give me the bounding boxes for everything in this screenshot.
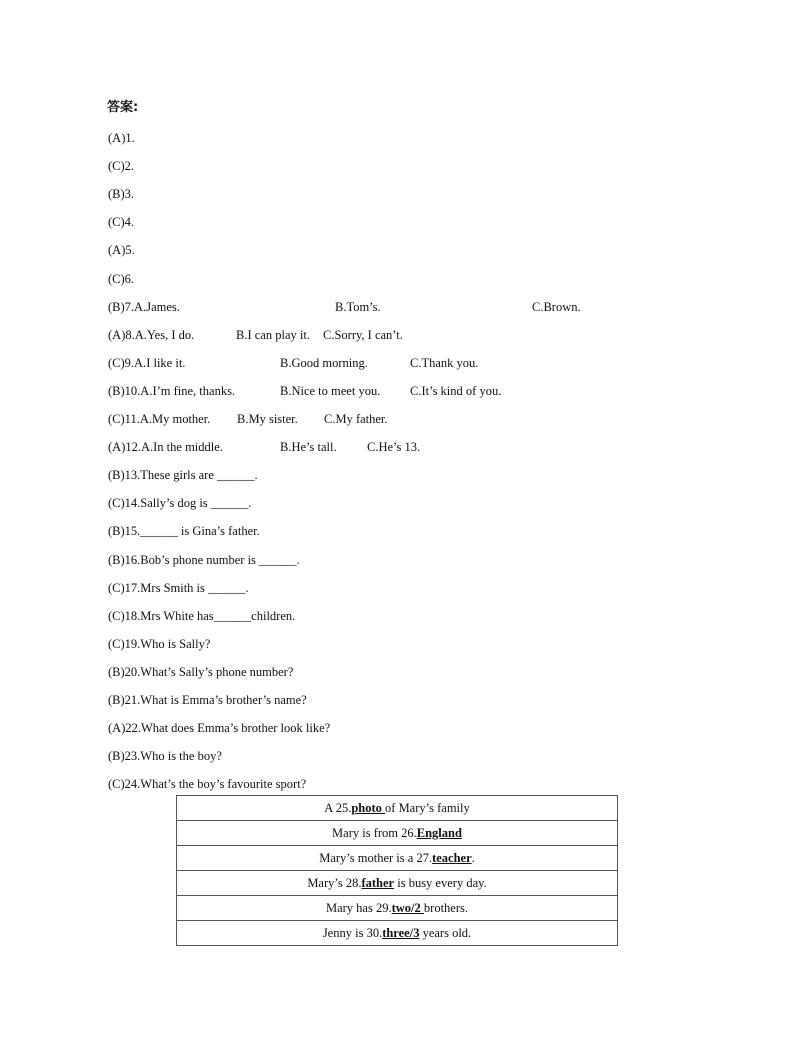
question-line — [108, 411, 210, 427]
cell-prefix: A 25. — [324, 800, 352, 815]
filled-answer: photo — [351, 800, 386, 815]
table-cell — [177, 846, 618, 871]
question-text: Bob’s phone number is ______. — [140, 553, 300, 567]
question-line — [108, 580, 249, 596]
question-number: (A)22. — [108, 721, 141, 735]
table-cell — [177, 821, 618, 846]
option-b: B.My sister. — [237, 412, 298, 426]
question-line — [108, 776, 306, 792]
question-number: (B)10. — [108, 384, 141, 398]
cell-prefix: Mary’s mother is a 27. — [319, 850, 433, 865]
question-line — [108, 271, 134, 287]
option-b: B.He’s tall. — [280, 440, 337, 454]
option-a: A.James. — [134, 300, 180, 314]
question-line — [108, 467, 258, 483]
question-line — [108, 552, 300, 568]
question-text: What’s the boy’s favourite sport? — [140, 777, 307, 791]
option-b: B.Good morning. — [280, 356, 368, 370]
option-a: A.I like it. — [134, 356, 186, 370]
cell-suffix: years old. — [419, 925, 472, 940]
question-line — [108, 299, 180, 315]
option-c: C.Brown. — [532, 300, 581, 314]
option-b: B.Nice to meet you. — [280, 384, 381, 398]
question-line — [108, 214, 134, 230]
question-text: What does Emma’s brother look like? — [140, 721, 331, 735]
question-number: (B)13. — [108, 468, 141, 482]
question-line — [108, 720, 330, 736]
question-number: (A)5. — [108, 243, 135, 257]
question-line — [108, 186, 134, 202]
filled-answer: teacher — [432, 850, 472, 865]
question-number: (A)12. — [108, 440, 141, 454]
option-c: C.It’s kind of you. — [410, 384, 502, 398]
table-row — [177, 821, 618, 846]
question-text: Sally’s dog is ______. — [140, 496, 252, 510]
question-text: Mrs Smith is ______. — [140, 581, 249, 595]
option-a: A.My mother. — [139, 412, 211, 426]
question-text: Who is Sally? — [140, 637, 211, 651]
question-number: (C)17. — [108, 581, 141, 595]
question-number: (C)11. — [108, 412, 140, 426]
question-number: (C)18. — [108, 609, 141, 623]
question-number: (B)21. — [108, 693, 141, 707]
cell-suffix: of Mary’s family — [385, 800, 470, 815]
option-c: C.Sorry, I can’t. — [323, 328, 403, 342]
option-b: B.I can play it. — [236, 328, 310, 342]
table-row — [177, 871, 618, 896]
question-text: ______ is Gina’s father. — [140, 524, 260, 538]
question-line — [108, 523, 260, 539]
table-row — [177, 896, 618, 921]
question-line — [108, 383, 235, 399]
question-line — [108, 495, 251, 511]
question-number: (B)3. — [108, 187, 135, 201]
question-line — [108, 664, 293, 680]
question-line — [108, 748, 222, 764]
question-number: (B)23. — [108, 749, 141, 763]
table-row — [177, 796, 618, 821]
option-b: B.Tom’s. — [335, 300, 381, 314]
table-row — [177, 921, 618, 946]
filled-answer: England — [416, 825, 462, 840]
question-number: (C)14. — [108, 496, 141, 510]
option-a: A.In the middle. — [140, 440, 223, 454]
question-number: (A)8. — [108, 328, 135, 342]
filled-answer: father — [361, 875, 395, 890]
question-number: (B)15. — [108, 524, 141, 538]
question-number: (C)9. — [108, 356, 135, 370]
question-text: Who is the boy? — [140, 749, 222, 763]
table-cell — [177, 896, 618, 921]
question-number: (B)20. — [108, 665, 141, 679]
question-number: (C)2. — [108, 159, 135, 173]
cell-prefix: Mary has 29. — [325, 900, 392, 915]
cell-suffix: brothers. — [423, 900, 468, 915]
question-line — [108, 327, 194, 343]
cell-suffix: . — [471, 850, 475, 865]
filled-answer: two/2 — [391, 900, 424, 915]
option-c: C.He’s 13. — [367, 440, 421, 454]
question-text: What is Emma’s brother’s name? — [140, 693, 307, 707]
cell-prefix: Mary is from 26. — [332, 825, 417, 840]
question-number: (C)6. — [108, 272, 135, 286]
cell-suffix: is busy every day. — [394, 875, 487, 890]
table-row — [177, 846, 618, 871]
question-number: (B)7. — [108, 300, 135, 314]
question-text: These girls are ______. — [140, 468, 258, 482]
answer-heading: 答案: — [107, 100, 139, 115]
option-a: A.Yes, I do. — [134, 328, 195, 342]
question-line — [108, 130, 135, 146]
question-text: Mrs White has______children. — [140, 609, 296, 623]
question-line — [108, 692, 307, 708]
question-line — [108, 158, 134, 174]
question-number: (C)19. — [108, 637, 141, 651]
question-number: (C)4. — [108, 215, 135, 229]
question-line — [108, 355, 185, 371]
cell-prefix: Jenny is 30. — [322, 925, 383, 940]
answer-table — [176, 795, 618, 946]
option-a: A.I’m fine, thanks. — [140, 384, 236, 398]
table-cell — [177, 796, 618, 821]
question-text: What’s Sally’s phone number? — [140, 665, 294, 679]
question-number: (C)24. — [108, 777, 141, 791]
question-line — [108, 608, 295, 624]
question-number: (B)16. — [108, 553, 141, 567]
table-cell — [177, 871, 618, 896]
question-line — [108, 636, 210, 652]
question-line — [108, 242, 135, 258]
cell-prefix: Mary’s 28. — [307, 875, 362, 890]
question-line — [108, 439, 223, 455]
table-cell — [177, 921, 618, 946]
filled-answer: three/3 — [382, 925, 420, 940]
option-c: C.My father. — [324, 412, 388, 426]
question-number: (A)1. — [108, 131, 135, 145]
option-c: C.Thank you. — [410, 356, 479, 370]
